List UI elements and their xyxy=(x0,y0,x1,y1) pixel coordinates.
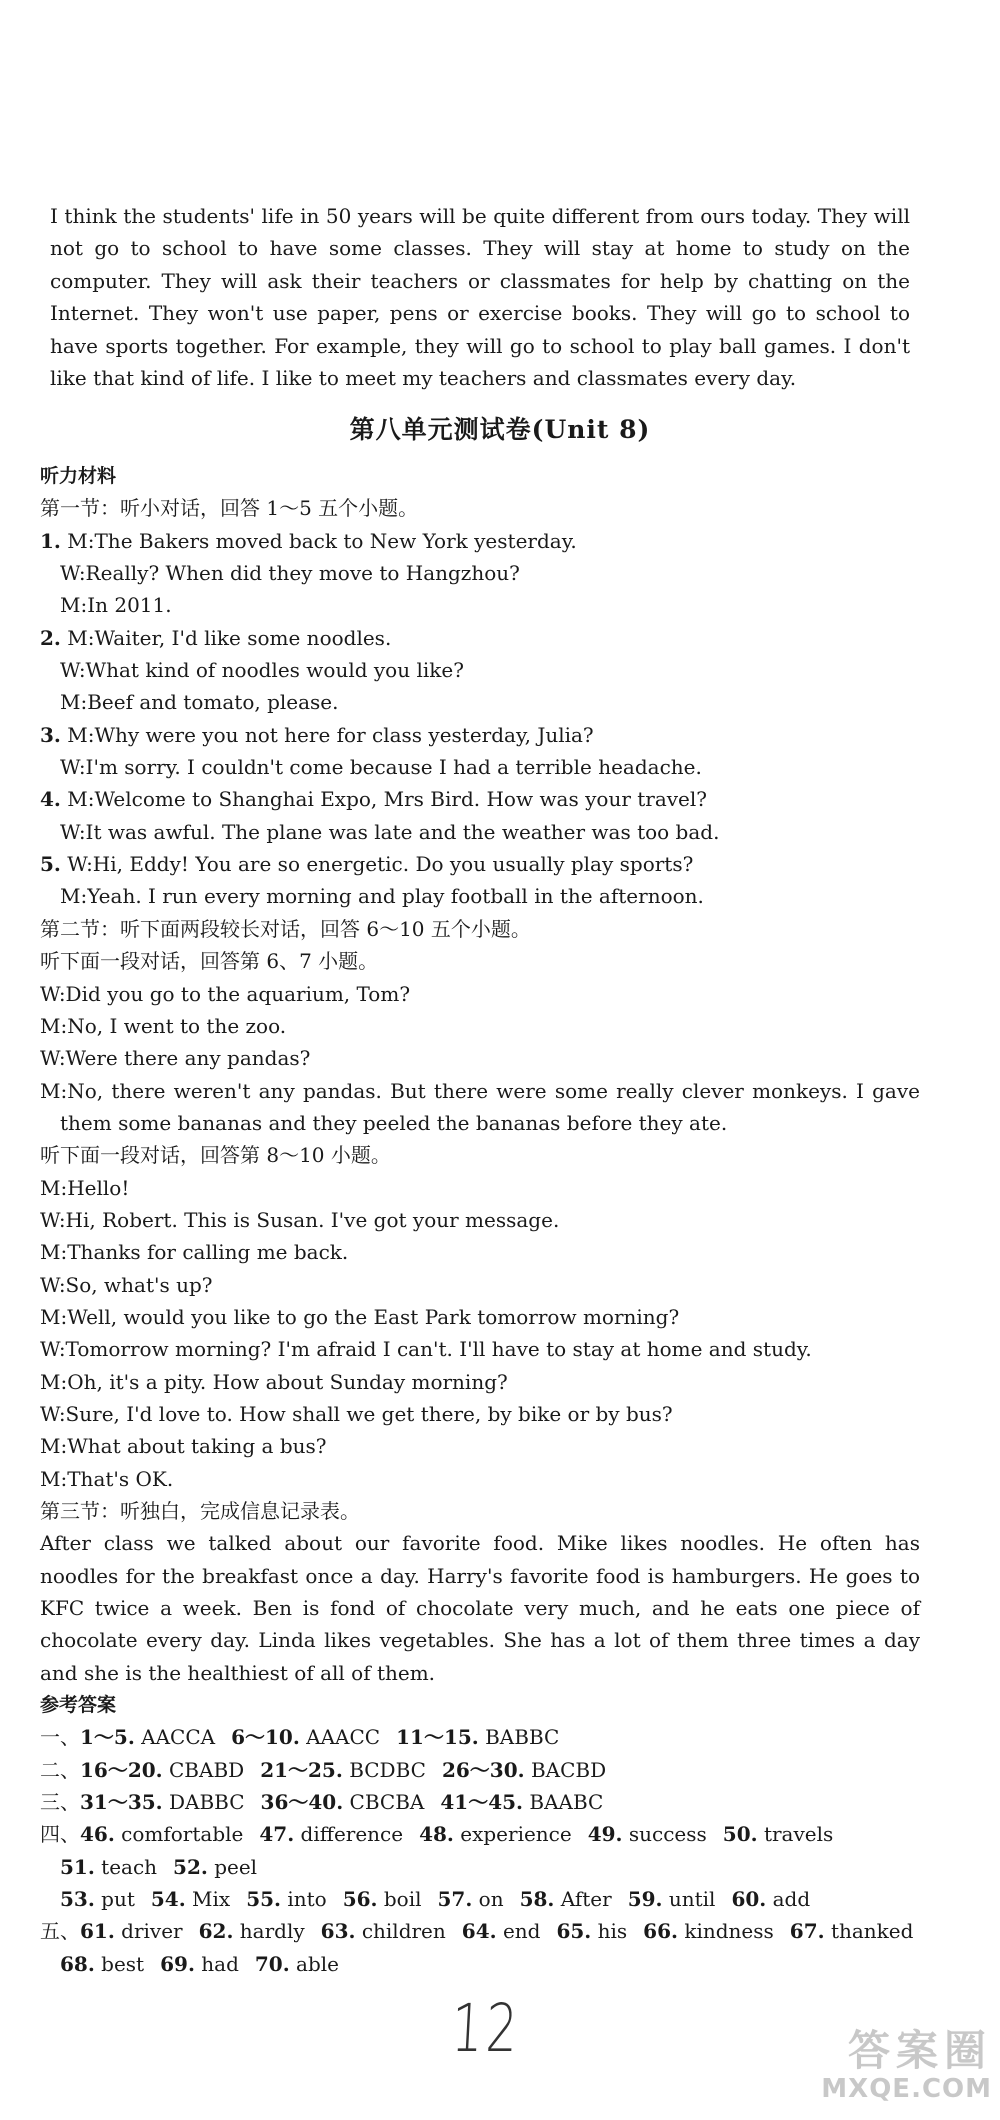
answer-word: into xyxy=(287,1887,327,1912)
answer-word: best xyxy=(101,1951,145,1976)
watermark-bottom-text: MXQE.COM xyxy=(821,2074,992,2104)
answer-number: 51. xyxy=(60,1854,95,1879)
conversation-1-line: M:No, I went to the zoo. xyxy=(40,1013,287,1038)
dialogue-number: 4. xyxy=(40,787,61,812)
answer-word: children xyxy=(361,1919,446,1944)
answer-row-4a xyxy=(40,1818,920,1850)
conversation-2-line: W:Hi, Robert. This is Susan. I've got your message. xyxy=(40,1207,560,1232)
answer-number: 61. xyxy=(80,1919,115,1944)
dialogue-2-line-3: M:Beef and tomato, please. xyxy=(60,690,339,715)
answer-number: 50. xyxy=(722,1822,758,1847)
answer-range: 6～10. xyxy=(231,1725,300,1750)
answer-word: experience xyxy=(460,1822,572,1847)
answer-number: 55. xyxy=(246,1887,281,1912)
dialogue-5-line-1 xyxy=(40,848,920,880)
conversation-2-intro: 听下面一段对话，回答第 8～10 小题。 xyxy=(40,1143,391,1168)
answer-number: 62. xyxy=(198,1919,234,1944)
dialogue-number: 5. xyxy=(40,852,61,877)
answer-word: his xyxy=(597,1919,628,1944)
answer-word: on xyxy=(478,1887,504,1912)
dialogue-4-line-2: W:It was awful. The plane was late and the weather was too bad. xyxy=(60,819,720,844)
dialogue-text: W:Hi, Eddy! You are so energetic. Do you usually play sports? xyxy=(67,852,694,877)
handwritten-page-number: 12 xyxy=(449,1990,523,2067)
answer-number: 68. xyxy=(60,1951,95,1976)
answer-value: BABBC xyxy=(485,1725,560,1750)
dialogue-5-line-2: M:Yeah. I run every morning and play football in the afternoon. xyxy=(60,884,704,909)
answer-number: 56. xyxy=(342,1887,378,1912)
answer-value: CBABD xyxy=(169,1757,245,1782)
answer-value: BCDBC xyxy=(349,1757,426,1782)
answer-number: 66. xyxy=(643,1919,678,1944)
dialogue-4-line-1 xyxy=(40,783,920,815)
answer-number: 54. xyxy=(150,1887,186,1912)
answer-word: travels xyxy=(763,1822,834,1847)
answer-number: 49. xyxy=(587,1822,623,1847)
dialogue-3-line-1 xyxy=(40,719,920,751)
dialogue-number: 2. xyxy=(40,625,61,650)
answer-value: BACBD xyxy=(530,1757,607,1782)
answer-number: 65. xyxy=(556,1919,592,1944)
answer-word: had xyxy=(201,1951,239,1976)
answer-word: put xyxy=(101,1887,135,1912)
answer-range: 36～40. xyxy=(260,1790,344,1815)
answer-word: able xyxy=(296,1951,339,1976)
answer-word: teach xyxy=(101,1854,158,1879)
answer-number: 67. xyxy=(789,1919,825,1944)
answer-word: kindness xyxy=(684,1919,774,1944)
answer-word: peel xyxy=(214,1854,258,1879)
dialogue-1-line-2: W:Really? When did they move to Hangzhou? xyxy=(60,561,520,586)
answer-word: thanked xyxy=(830,1919,914,1944)
conversation-2-line: M:That's OK. xyxy=(40,1466,174,1491)
answer-word: boil xyxy=(383,1887,422,1912)
answer-value: AACCA xyxy=(141,1725,216,1750)
answer-number: 46. xyxy=(80,1822,115,1847)
answer-range: 21～25. xyxy=(260,1757,343,1782)
answer-number: 64. xyxy=(461,1919,497,1944)
conversation-1-line: W:Were there any pandas? xyxy=(40,1046,311,1071)
answer-row-2 xyxy=(40,1754,920,1786)
dialogue-number: 1. xyxy=(40,528,61,553)
answer-value: BAABC xyxy=(529,1790,604,1815)
answer-number: 57. xyxy=(437,1887,473,1912)
listening-and-answers xyxy=(40,460,920,1980)
answer-number: 59. xyxy=(627,1887,663,1912)
answer-range: 41～45. xyxy=(440,1790,524,1815)
answer-word: add xyxy=(772,1887,811,1912)
answer-row-5a xyxy=(40,1915,920,1947)
answer-word: driver xyxy=(121,1919,183,1944)
answer-number: 70. xyxy=(254,1951,290,1976)
answer-range: 1～5. xyxy=(80,1725,135,1750)
answer-value: AAACC xyxy=(306,1725,381,1750)
answer-range: 26～30. xyxy=(441,1757,525,1782)
answer-prefix: 五、 xyxy=(40,1919,80,1944)
answer-prefix: 三、 xyxy=(40,1790,80,1815)
answer-number: 58. xyxy=(519,1887,555,1912)
answer-word: difference xyxy=(300,1822,404,1847)
conversation-2-line: M:Oh, it's a pity. How about Sunday morning? xyxy=(40,1369,508,1394)
conversation-2-line: W:So, what's up? xyxy=(40,1272,213,1297)
conversation-1-long-line: M:No, there weren't any pandas. But there were some really clever monkeys. I gave them some bananas and they peeled the bananas before they ate. xyxy=(40,1078,920,1135)
section1-instruction: 第一节：听小对话，回答 1～5 五个小题。 xyxy=(40,496,419,521)
conversation-2-line: M:Thanks for calling me back. xyxy=(40,1240,349,1265)
dialogue-1-line-1 xyxy=(40,525,920,557)
answer-row-1 xyxy=(40,1721,920,1753)
answer-row-3 xyxy=(40,1786,920,1818)
answer-word: After xyxy=(560,1887,612,1912)
conversation-2-line: W:Tomorrow morning? I'm afraid I can't. I'll have to stay at home and study. xyxy=(40,1337,812,1362)
answer-range: 31～35. xyxy=(80,1790,163,1815)
answer-range: 11～15. xyxy=(396,1725,479,1750)
answer-number: 48. xyxy=(419,1822,454,1847)
dialogue-text: M:Waiter, I'd like some noodles. xyxy=(67,625,392,650)
intro-paragraph: I think the students' life in 50 years will be quite different from ours today. They will not go to school to have some classes. They will stay at home to study on the computer. They will ask their teachers or classmates for help by chatting on the Internet. They won't use paper, pens or exercise books. They will go to school to have sports together. For example, they will go to school to play ball games. I don't like that kind of life. I like to meet my teachers and classmates every day. xyxy=(50,204,910,391)
conversation-2-line: M:Well, would you like to go the East Park tomorrow morning? xyxy=(40,1304,680,1329)
dialogue-2-line-1 xyxy=(40,622,920,654)
dialogue-text: M:Why were you not here for class yesterday, Julia? xyxy=(67,722,594,747)
answer-prefix: 一、 xyxy=(40,1725,80,1750)
answer-word: success xyxy=(628,1822,707,1847)
conversation-1-line: W:Did you go to the aquarium, Tom? xyxy=(40,981,411,1006)
answer-value: CBCBA xyxy=(349,1790,425,1815)
unit-title: 第八单元测试卷(Unit 8) xyxy=(349,415,651,444)
conversation-2-line: W:Sure, I'd love to. How shall we get there, by bike or by bus? xyxy=(40,1401,673,1426)
conversation-2-line: M:Hello! xyxy=(40,1175,130,1200)
answer-row-5b xyxy=(40,1948,920,1980)
answer-prefix: 四、 xyxy=(40,1822,80,1847)
conversation-1-intro: 听下面一段对话，回答第 6、7 小题。 xyxy=(40,949,379,974)
conversation-2-line: M:What about taking a bus? xyxy=(40,1434,327,1459)
section2-instruction: 第二节：听下面两段较长对话，回答 6～10 五个小题。 xyxy=(40,916,531,941)
section3-instruction: 第三节：听独白，完成信息记录表。 xyxy=(40,1499,360,1523)
monologue-text: After class we talked about our favorite food. Mike likes noodles. He often has noodles for the breakfast once a day. Harry's favorite food is hamburgers. He goes to KFC twice a week. Ben is fond of chocolate very much, and he eats one piece of chocolate every day. Linda likes vegetables. She has a lot of them three times a day and she is the healthiest of all of them. xyxy=(40,1531,920,1685)
dialogue-text: M:Welcome to Shanghai Expo, Mrs Bird. How was your travel? xyxy=(67,787,708,812)
dialogue-text: M:The Bakers moved back to New York yesterday. xyxy=(67,528,577,553)
answer-word: Mix xyxy=(192,1887,231,1912)
answers-heading: 参考答案 xyxy=(40,1694,117,1717)
answer-word: comfortable xyxy=(121,1822,244,1847)
dialogue-2-line-2: W:What kind of noodles would you like? xyxy=(60,658,464,683)
dialogue-number: 3. xyxy=(40,722,61,747)
watermark-logo xyxy=(762,2018,992,2114)
listening-heading: 听力材料 xyxy=(40,465,117,487)
answer-value: DABBC xyxy=(169,1790,245,1815)
answer-word: hardly xyxy=(239,1919,305,1944)
answer-row-4b xyxy=(40,1851,920,1883)
answer-number: 69. xyxy=(160,1951,195,1976)
watermark-top-text: 答案圈 xyxy=(847,2026,992,2075)
answer-number: 47. xyxy=(259,1822,295,1847)
answer-number: 60. xyxy=(731,1887,767,1912)
answer-range: 16～20. xyxy=(80,1757,163,1782)
answer-number: 63. xyxy=(320,1919,356,1944)
answer-word: end xyxy=(502,1919,541,1944)
answer-number: 53. xyxy=(60,1887,95,1912)
answer-number: 52. xyxy=(173,1854,208,1879)
dialogue-3-line-2: W:I'm sorry. I couldn't come because I had a terrible headache. xyxy=(60,755,702,780)
answer-word: until xyxy=(668,1887,716,1912)
dialogue-1-line-3: M:In 2011. xyxy=(60,593,172,618)
answer-row-4c xyxy=(40,1883,920,1915)
answer-prefix: 二、 xyxy=(40,1757,80,1782)
